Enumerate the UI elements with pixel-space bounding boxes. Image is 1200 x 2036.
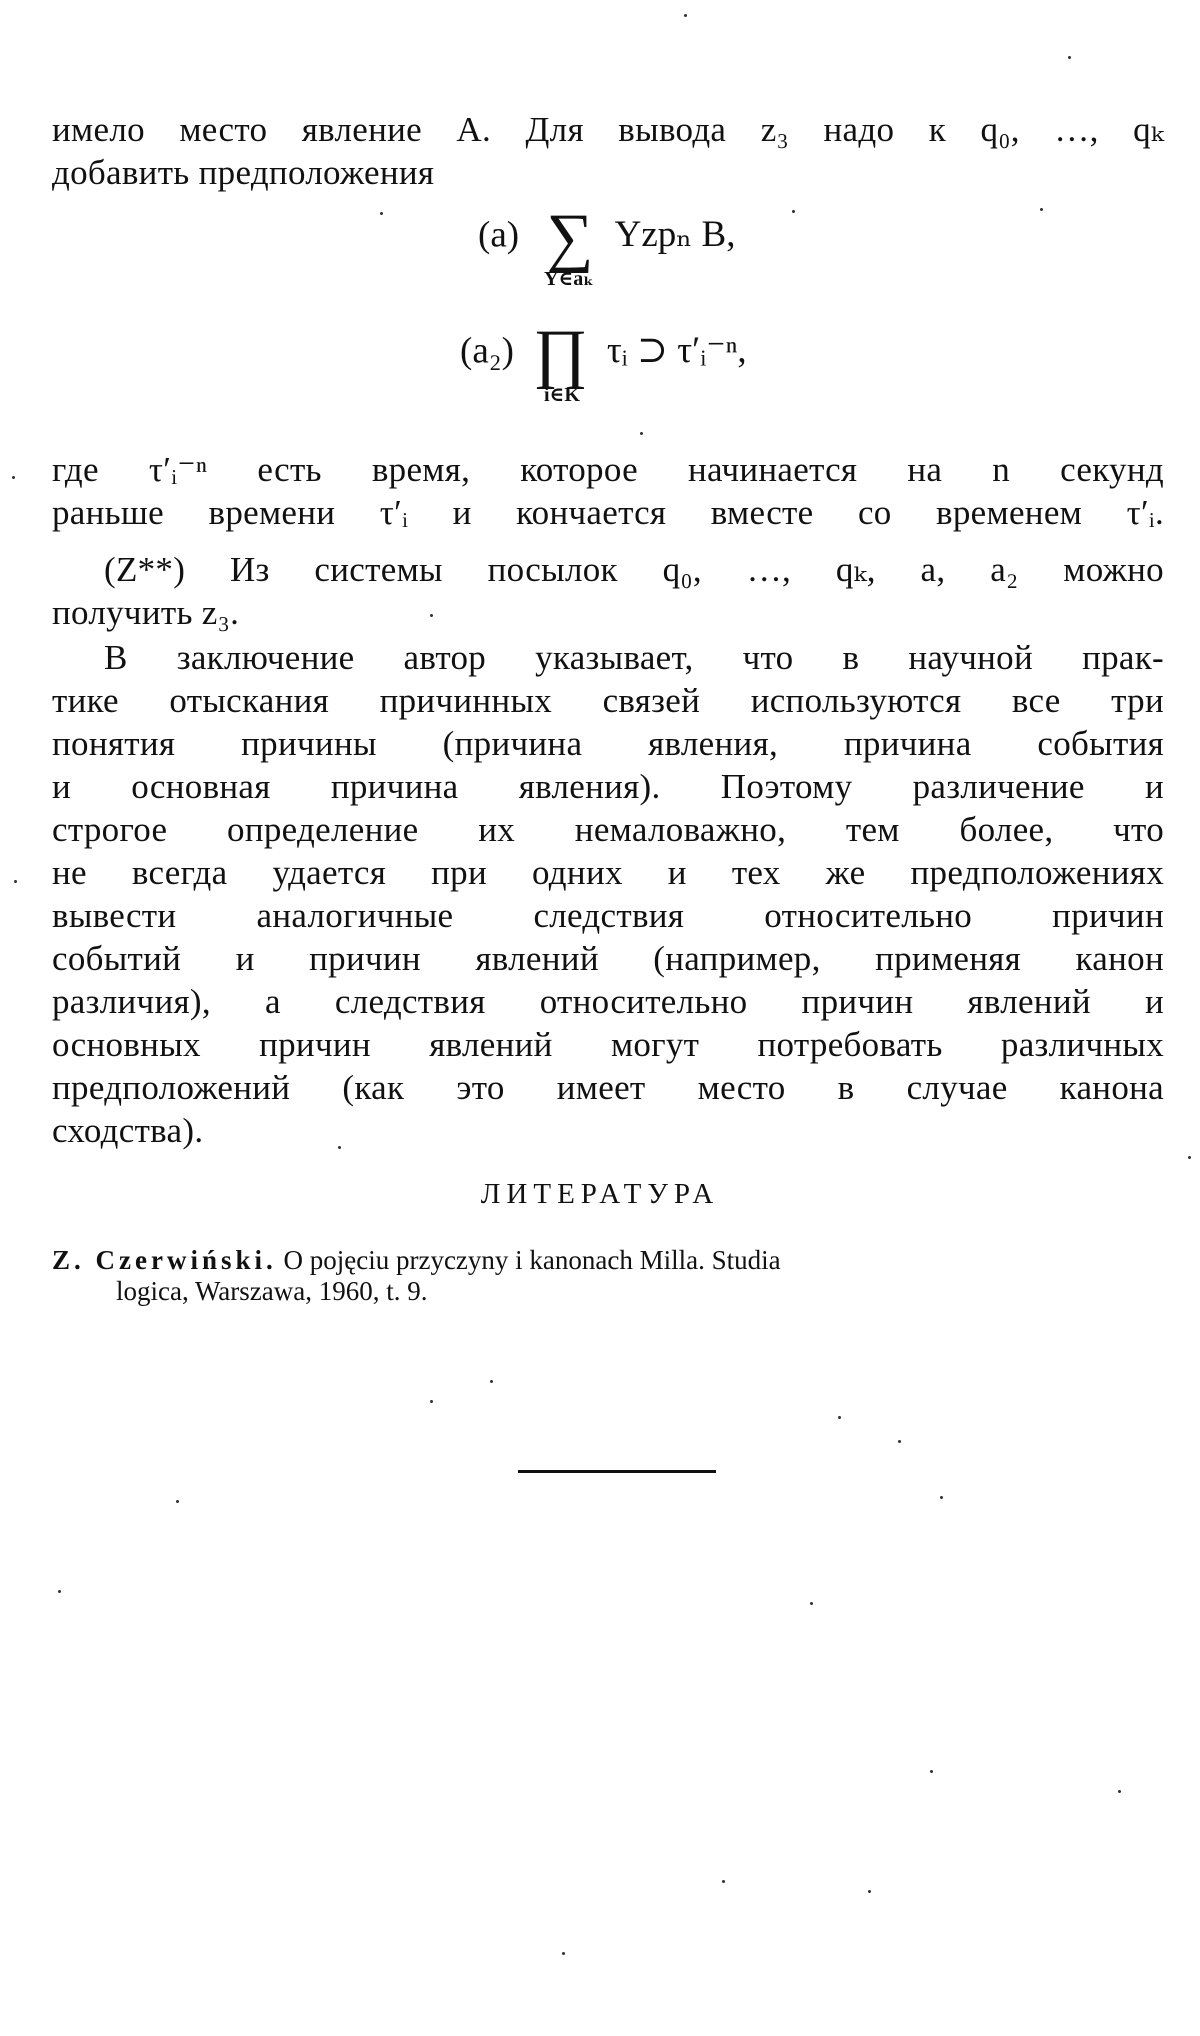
text-line: событий и причин явлений (например, применяя канон xyxy=(52,939,1164,978)
scan-speck xyxy=(490,1380,493,1383)
text-line: и основная причина явления). Поэтому различение и xyxy=(52,767,1164,806)
reference-title: O pojęciu przyczyny i kanonach Milla. Studia xyxy=(283,1245,781,1275)
scan-speck xyxy=(684,14,687,17)
scan-speck xyxy=(810,1602,813,1605)
text-line: не всегда удается при одних и тех же предположениях xyxy=(52,853,1164,892)
scan-speck xyxy=(1040,208,1043,211)
text-line: получить z₃. xyxy=(52,593,240,632)
scan-speck xyxy=(14,880,17,883)
text-line: (Z**) Из системы посылок q₀, …, qₖ, a, a₂ можно xyxy=(104,550,1164,589)
paragraph-time-definition xyxy=(52,448,1164,534)
scan-speck xyxy=(430,1400,433,1403)
reference-author: Z. Czerwiński. xyxy=(52,1245,277,1275)
formula-expression: Yzpₙ B, xyxy=(614,214,736,256)
text-line: сходства). xyxy=(52,1111,204,1150)
section-divider xyxy=(518,1470,716,1473)
text-line: В заключение автор указывает, что в научной прак- xyxy=(104,638,1164,677)
scan-speck xyxy=(792,210,795,213)
text-line: основных причин явлений могут потребовать различных xyxy=(52,1025,1164,1064)
sum-operator: ∑ xyxy=(546,201,594,274)
reference-source: logica, Warszawa, 1960, t. 9. xyxy=(116,1276,428,1306)
text-line: различия), а следствия относительно причин явлений и xyxy=(52,982,1164,1021)
scan-speck xyxy=(176,1500,179,1503)
scan-speck xyxy=(722,1880,725,1883)
text-line: вывести аналогичные следствия относительно причин xyxy=(52,896,1164,935)
text-line: добавить предположения xyxy=(52,153,435,192)
formula-a2 xyxy=(460,317,747,406)
scan-speck xyxy=(1068,56,1071,59)
formula-subscript: Y∈aₖ xyxy=(544,268,594,290)
text-line: понятия причины (причина явления, причина события xyxy=(52,724,1164,763)
scan-speck xyxy=(562,1952,565,1955)
text-line: строгое определение их немаловажно, тем более, что xyxy=(52,810,1164,849)
text-line: тике отыскания причинных связей используются все три xyxy=(52,681,1164,720)
scan-speck xyxy=(338,1146,341,1149)
text-line: раньше времени τ′ᵢ и кончается вместе со временем τ′ᵢ. xyxy=(52,493,1164,532)
paragraph-conclusion xyxy=(52,636,1164,1152)
formula-subscript: i∈K xyxy=(544,384,580,406)
scan-speck xyxy=(58,1590,61,1593)
literature-heading: ЛИТЕРАТУРА xyxy=(480,1178,720,1210)
paragraph-intro xyxy=(52,108,1164,194)
scan-speck xyxy=(12,476,15,479)
formula-label: (a) xyxy=(478,214,520,256)
scan-speck xyxy=(430,614,433,617)
scan-speck xyxy=(1188,1156,1191,1159)
text-line: предположений (как это имеет место в случае канона xyxy=(52,1068,1164,1107)
formula-expression: τᵢ ⊃ τ′ᵢ⁻ⁿ, xyxy=(606,330,747,372)
scan-speck xyxy=(640,432,643,435)
scan-speck xyxy=(930,1770,933,1773)
formula-a xyxy=(478,201,736,290)
scan-speck xyxy=(838,1416,841,1419)
formula-label: (a₂) xyxy=(460,330,514,372)
scan-speck xyxy=(868,1890,871,1893)
scan-speck xyxy=(1118,1790,1121,1793)
paragraph-z-conclusion xyxy=(52,548,1164,634)
reference-entry xyxy=(52,1245,1164,1307)
scan-speck xyxy=(898,1440,901,1443)
scan-speck xyxy=(380,212,383,215)
text-line: имело место явление A. Для вывода z₃ надо к q₀, …, qₖ xyxy=(52,110,1164,149)
text-line: где τ′ᵢ⁻ⁿ есть время, которое начинается на n секунд xyxy=(52,450,1164,489)
product-operator: ∏ xyxy=(533,317,588,390)
scan-speck xyxy=(940,1496,943,1499)
